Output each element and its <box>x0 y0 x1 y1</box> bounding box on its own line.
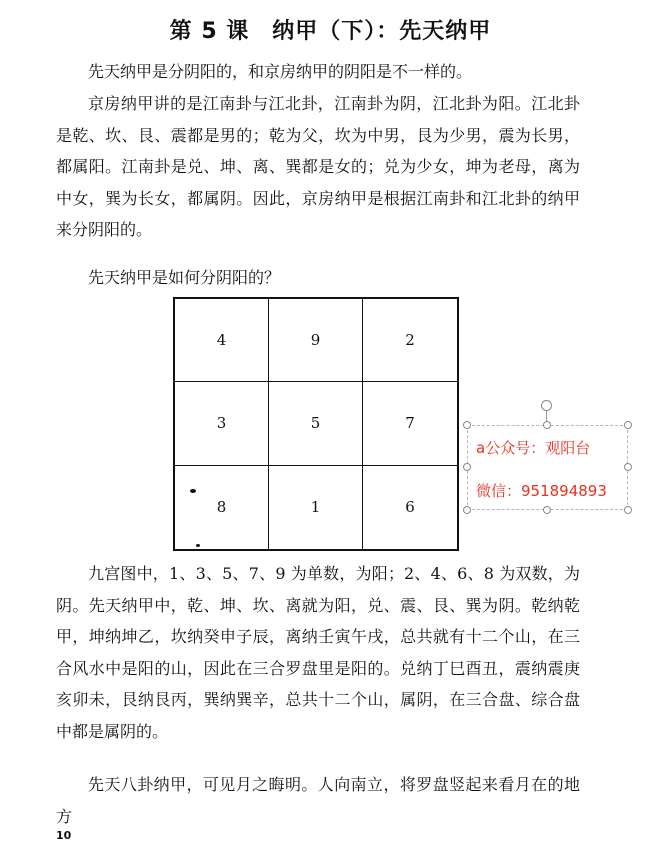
grid-cell: 1 <box>269 466 363 549</box>
grid-cell: 4 <box>175 299 269 382</box>
grid-cell: 2 <box>363 299 457 382</box>
paragraph-3: 先天纳甲是如何分阴阳的？ <box>88 268 281 287</box>
grid-cell: 6 <box>405 498 415 517</box>
paragraph-5: 先天八卦纳甲，可见月之晦明。人向南立，将罗盘竖起来看月在的地方 <box>56 775 580 826</box>
nine-palace-grid <box>173 297 459 551</box>
resize-handle-right[interactable] <box>624 463 632 471</box>
grid-cell: 3 <box>175 382 269 465</box>
resize-handle-top-right[interactable] <box>624 421 632 429</box>
resize-handle-bottom-right[interactable] <box>624 506 632 514</box>
paragraph-1: 先天纳甲是分阴阳的，和京房纳甲的阴阳是不一样的。 <box>88 62 473 81</box>
page-number: 10 <box>56 829 72 842</box>
scan-speck <box>190 489 196 493</box>
grid-cell: 7 <box>363 382 457 465</box>
grid-cell: 5 <box>269 382 363 465</box>
grid-cell: 9 <box>269 299 363 382</box>
watermark-line-1: a公众号：观阳台 <box>476 439 591 457</box>
resize-handle-bottom[interactable] <box>543 506 551 514</box>
page-title: 第 5 课 纳甲（下）：先天纳甲 <box>169 19 492 44</box>
paragraph-2: 京房纳甲讲的是江南卦与江北卦，江南卦为阴，江北卦为阳。江北卦是乾、坎、艮、震都是男的；乾为父，坎为中男，艮为少男，震为长男，都属阳。江南卦是兑、坤、离、巽都是女的；兑为少女，坤为老母，离为中女，巽为长女，都属阴。因此，京房纳甲是根据江南卦和江北卦的纳甲来分阴阳的。 <box>56 94 580 239</box>
resize-handle-left[interactable] <box>463 463 471 471</box>
resize-handle-bottom-left[interactable] <box>463 506 471 514</box>
resize-handle-top-left[interactable] <box>463 421 471 429</box>
rotate-handle[interactable] <box>541 400 552 411</box>
grid-cell: 8 <box>175 466 269 549</box>
scan-speck <box>196 544 200 547</box>
watermark-line-2: 微信：951894893 <box>476 482 607 500</box>
paragraph-4: 九宫图中，1、3、5、7、9 为单数，为阳；2、4、6、8 为双数，为阴。先天纳甲中，乾、坤、坎、离就为阳，兑、震、艮、巽为阴。乾纳乾甲，坤纳坤乙，坎纳癸申子辰，离纳壬寅午戌，总共就有十二个山，在三合风水中是阳的山，因此在三合罗盘里是阳的。兑纳丁巳酉丑，震纳震庚亥卯未，艮纳艮丙，巽纳巽辛，总共十二个山，属阴，在三合盘、综合盘中都是属阴的。 <box>56 564 580 741</box>
resize-handle-top[interactable] <box>543 421 551 429</box>
